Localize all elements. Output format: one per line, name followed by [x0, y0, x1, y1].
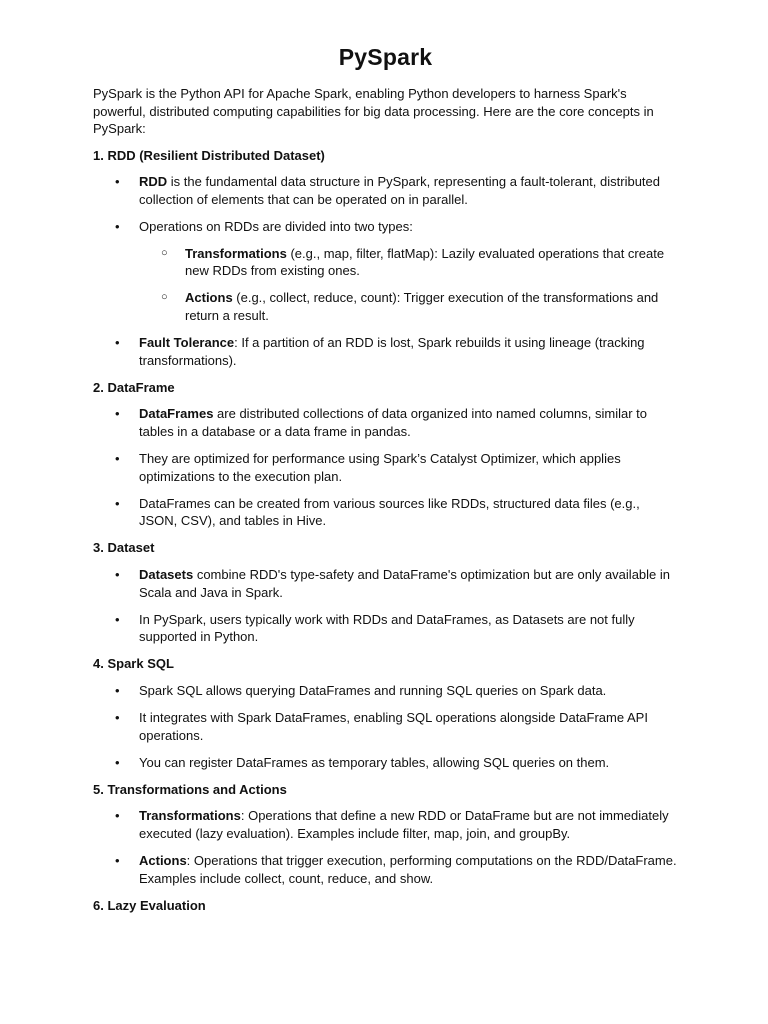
list-item [93, 807, 678, 842]
item-term: Actions [139, 853, 187, 869]
item-term: Transformations [139, 808, 241, 824]
sub-list-item [139, 245, 678, 280]
item-term: Transformations [185, 245, 287, 261]
bullet-icon: • [115, 710, 120, 726]
bullet-icon: • [115, 611, 120, 627]
list-item [93, 218, 678, 324]
item-content [139, 335, 645, 368]
item-content [139, 219, 413, 234]
list-item [93, 334, 678, 369]
item-text: : Operations that trigger execution, performing computations on the RDD/DataFrame. Examples include collect, count, reduce, and show. [139, 853, 677, 886]
bullet-icon: • [115, 174, 120, 190]
bullet-list [93, 405, 678, 530]
bullet-icon: • [115, 808, 120, 824]
item-content [139, 755, 609, 770]
section-heading: 2. DataFrame [93, 379, 175, 395]
document-page [93, 40, 678, 923]
hollow-bullet-icon: ○ [161, 246, 168, 259]
item-text: In PySpark, users typically work with RDDs and DataFrames, as Datasets are not fully supported in Python. [139, 611, 635, 645]
bullet-list [93, 566, 678, 646]
item-content [139, 567, 670, 600]
item-text: : If a partition of an RDD is lost, Spark rebuilds it using lineage (tracking transformations). [139, 335, 645, 368]
sub-list [139, 245, 678, 325]
item-term: Actions [185, 290, 233, 306]
bullet-list [93, 682, 678, 771]
bullet-icon: • [115, 335, 120, 351]
item-content [139, 710, 648, 743]
sections-container [93, 147, 678, 915]
item-text: (e.g., collect, reduce, count): Trigger execution of the transformations and return a result. [185, 290, 659, 323]
item-term: Datasets [139, 566, 194, 582]
bullet-icon: • [115, 451, 120, 466]
item-content [139, 853, 677, 886]
list-item [93, 495, 678, 530]
section-heading: 5. Transformations and Actions [93, 781, 287, 797]
bullet-icon: • [115, 406, 120, 422]
bullet-icon: • [115, 853, 120, 869]
item-text: : Operations that define a new RDD or DataFrame but are not immediately executed (lazy evaluation). Examples include filter, map, join, and groupBy. [139, 808, 669, 841]
bullet-icon: • [115, 495, 120, 511]
hollow-bullet-icon: ○ [161, 291, 168, 304]
list-item [93, 754, 678, 772]
list-item [93, 450, 678, 485]
list-item [93, 852, 678, 887]
list-item [93, 566, 678, 601]
intro-paragraph: PySpark is the Python API for Apache Spark, enabling Python developers to harness Spark's powerful, distributed computing capabilities for big data processing. Here are the core concepts in PySpark: [93, 86, 654, 137]
item-term: RDD [139, 174, 168, 190]
item-text: You can register DataFrames as temporary tables, allowing SQL queries on them. [139, 754, 610, 770]
item-text: Spark SQL allows querying DataFrames and running SQL queries on Spark data. [139, 682, 607, 698]
item-content [185, 246, 664, 279]
item-content [185, 290, 658, 323]
sub-list-item [139, 289, 678, 324]
list-item [93, 405, 678, 440]
item-text: combine RDD's type-safety and DataFrame's optimization but are only available in Scala and Java in Spark. [139, 566, 671, 600]
list-item [93, 611, 678, 646]
section-heading: 1. RDD (Resilient Distributed Dataset) [93, 147, 325, 163]
bullet-icon: • [115, 219, 120, 235]
item-content [139, 174, 660, 207]
item-text: is the fundamental data structure in PySpark, representing a fault-tolerant, distributed collection of elements that can be operated on in parallel. [139, 174, 660, 207]
item-text: are distributed collections of data organized into named columns, similar to tables in a database or a data frame in pandas. [139, 406, 647, 439]
item-term: DataFrames [139, 406, 214, 422]
section-heading: 3. Dataset [93, 540, 155, 556]
bullet-icon: • [115, 682, 120, 698]
bullet-list [93, 173, 678, 369]
item-content [139, 451, 621, 484]
item-content [139, 406, 647, 439]
section-heading: 6. Lazy Evaluation [93, 897, 206, 913]
item-content [139, 612, 635, 645]
list-item [93, 173, 678, 208]
item-text: Operations on RDDs are divided into two types: [139, 219, 413, 235]
item-text: It integrates with Spark DataFrames, enabling SQL operations alongside DataFrame API operations. [139, 710, 648, 743]
item-text: They are optimized for performance using Spark’s Catalyst Optimizer, which applies optimizations to the execution plan. [139, 451, 621, 484]
item-content [139, 808, 669, 841]
list-item [93, 709, 678, 744]
item-text: DataFrames can be created from various sources like RDDs, structured data files (e.g., JSON, CSV), and tables in Hive. [139, 495, 640, 529]
bullet-list [93, 807, 678, 887]
item-content [139, 683, 606, 698]
bullet-icon: • [115, 754, 120, 770]
document-title: PySpark [338, 44, 433, 70]
item-content [139, 496, 640, 529]
item-term: Fault Tolerance [139, 335, 235, 351]
item-text: (e.g., map, filter, flatMap): Lazily evaluated operations that create new RDDs from existing ones. [185, 245, 665, 279]
section-heading: 4. Spark SQL [93, 656, 174, 672]
list-item [93, 682, 678, 700]
bullet-icon: • [115, 566, 120, 582]
